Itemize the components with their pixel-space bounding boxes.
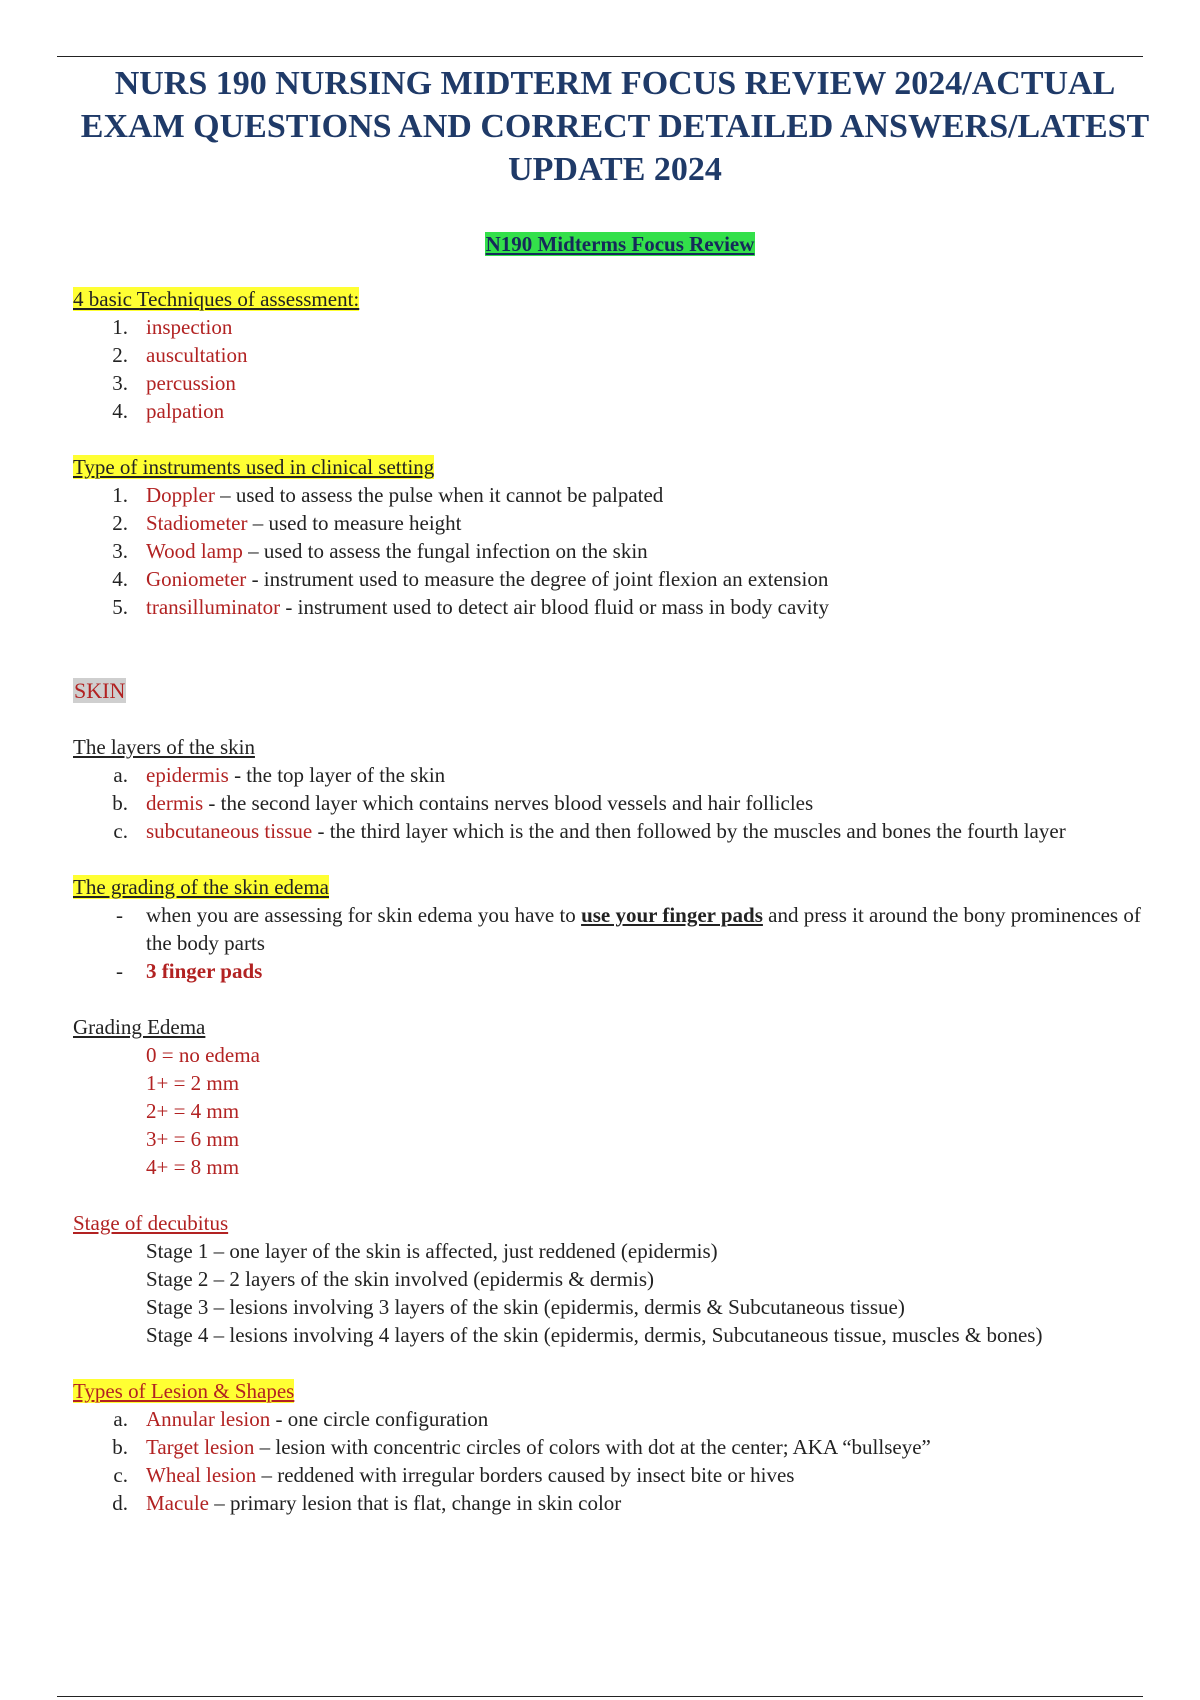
list-item: 3. Wood lamp – used to assess the fungal infection on the skin xyxy=(112,539,648,563)
edema-grading-heading: The grading of the skin edema xyxy=(73,875,329,899)
decubitus-list xyxy=(73,1237,1153,1349)
top-rule xyxy=(57,56,1143,57)
skin-layers-list xyxy=(73,761,1153,845)
list-item: 2. auscultation xyxy=(112,343,248,367)
instruments-list xyxy=(73,481,1153,621)
edema-grading-list xyxy=(73,901,1153,985)
skin-heading: SKIN xyxy=(74,678,126,703)
list-item: b. dermis - the second layer which contains nerves blood vessels and hair follicles xyxy=(112,791,814,815)
grading-edema-list xyxy=(73,1041,1153,1181)
lesions-heading: Types of Lesion & Shapes xyxy=(73,1379,295,1403)
list-item: 1+ = 2 mm xyxy=(146,1071,240,1095)
document-body xyxy=(73,285,1153,1517)
list-item: c. subcutaneous tissue - the third layer which is the and then followed by the muscles and bones the fourth layer xyxy=(113,819,1066,843)
list-item: 5. transilluminator - instrument used to detect air blood fluid or mass in body cavity xyxy=(112,595,829,619)
list-item: 2. Stadiometer – used to measure height xyxy=(112,511,462,535)
list-item: 3+ = 6 mm xyxy=(146,1127,240,1151)
document-subtitle: N190 Midterms Focus Review xyxy=(485,232,755,256)
list-item: - when you are assessing for skin edema you have to use your finger pads and press it around the bony prominences of the body parts xyxy=(116,903,1141,955)
grading-edema-heading: Grading Edema xyxy=(73,1015,206,1039)
document-title: NURS 190 NURSING MIDTERM FOCUS REVIEW 2024/ACTUAL EXAM QUESTIONS AND CORRECT DETAILED ANSWERS/LATEST UPDATE 2024 xyxy=(80,65,1150,188)
list-item: - 3 finger pads xyxy=(116,959,263,983)
list-item: 1. inspection xyxy=(112,315,233,339)
techniques-heading: 4 basic Techniques of assessment: xyxy=(73,287,360,311)
lesions-list xyxy=(73,1405,1153,1517)
bottom-rule xyxy=(57,1696,1143,1697)
list-item: Stage 2 – 2 layers of the skin involved (epidermis & dermis) xyxy=(146,1267,654,1291)
list-item: 1. Doppler – used to assess the pulse when it cannot be palpated xyxy=(112,483,664,507)
decubitus-heading: Stage of decubitus xyxy=(73,1211,229,1235)
list-item: 2+ = 4 mm xyxy=(146,1099,240,1123)
instruments-heading: Type of instruments used in clinical setting xyxy=(73,455,435,479)
list-item: a. Annular lesion - one circle configuration xyxy=(113,1407,489,1431)
subtitle-block xyxy=(0,232,1200,257)
list-item: 4. Goniometer - instrument used to measure the degree of joint flexion an extension xyxy=(112,567,829,591)
list-item: Stage 3 – lesions involving 3 layers of the skin (epidermis, dermis & Subcutaneous tissue) xyxy=(146,1295,905,1319)
techniques-list xyxy=(73,313,1153,425)
list-item: 4. palpation xyxy=(112,399,225,423)
list-item: b. Target lesion – lesion with concentric circles of colors with dot at the center; AKA “bullseye” xyxy=(112,1435,931,1459)
list-item: 4+ = 8 mm xyxy=(146,1155,240,1179)
list-item: 3. percussion xyxy=(112,371,236,395)
list-item: d. Macule – primary lesion that is flat, change in skin color xyxy=(112,1491,622,1515)
skin-layers-heading: The layers of the skin xyxy=(73,735,255,759)
list-item: Stage 4 – lesions involving 4 layers of the skin (epidermis, dermis, Subcutaneous tissue, muscles & bones) xyxy=(146,1323,1043,1347)
list-item: 0 = no edema xyxy=(146,1043,260,1067)
list-item: c. Wheal lesion – reddened with irregular borders caused by insect bite or hives xyxy=(113,1463,795,1487)
list-item: a. epidermis - the top layer of the skin xyxy=(113,763,446,787)
list-item: Stage 1 – one layer of the skin is affected, just reddened (epidermis) xyxy=(146,1239,718,1263)
